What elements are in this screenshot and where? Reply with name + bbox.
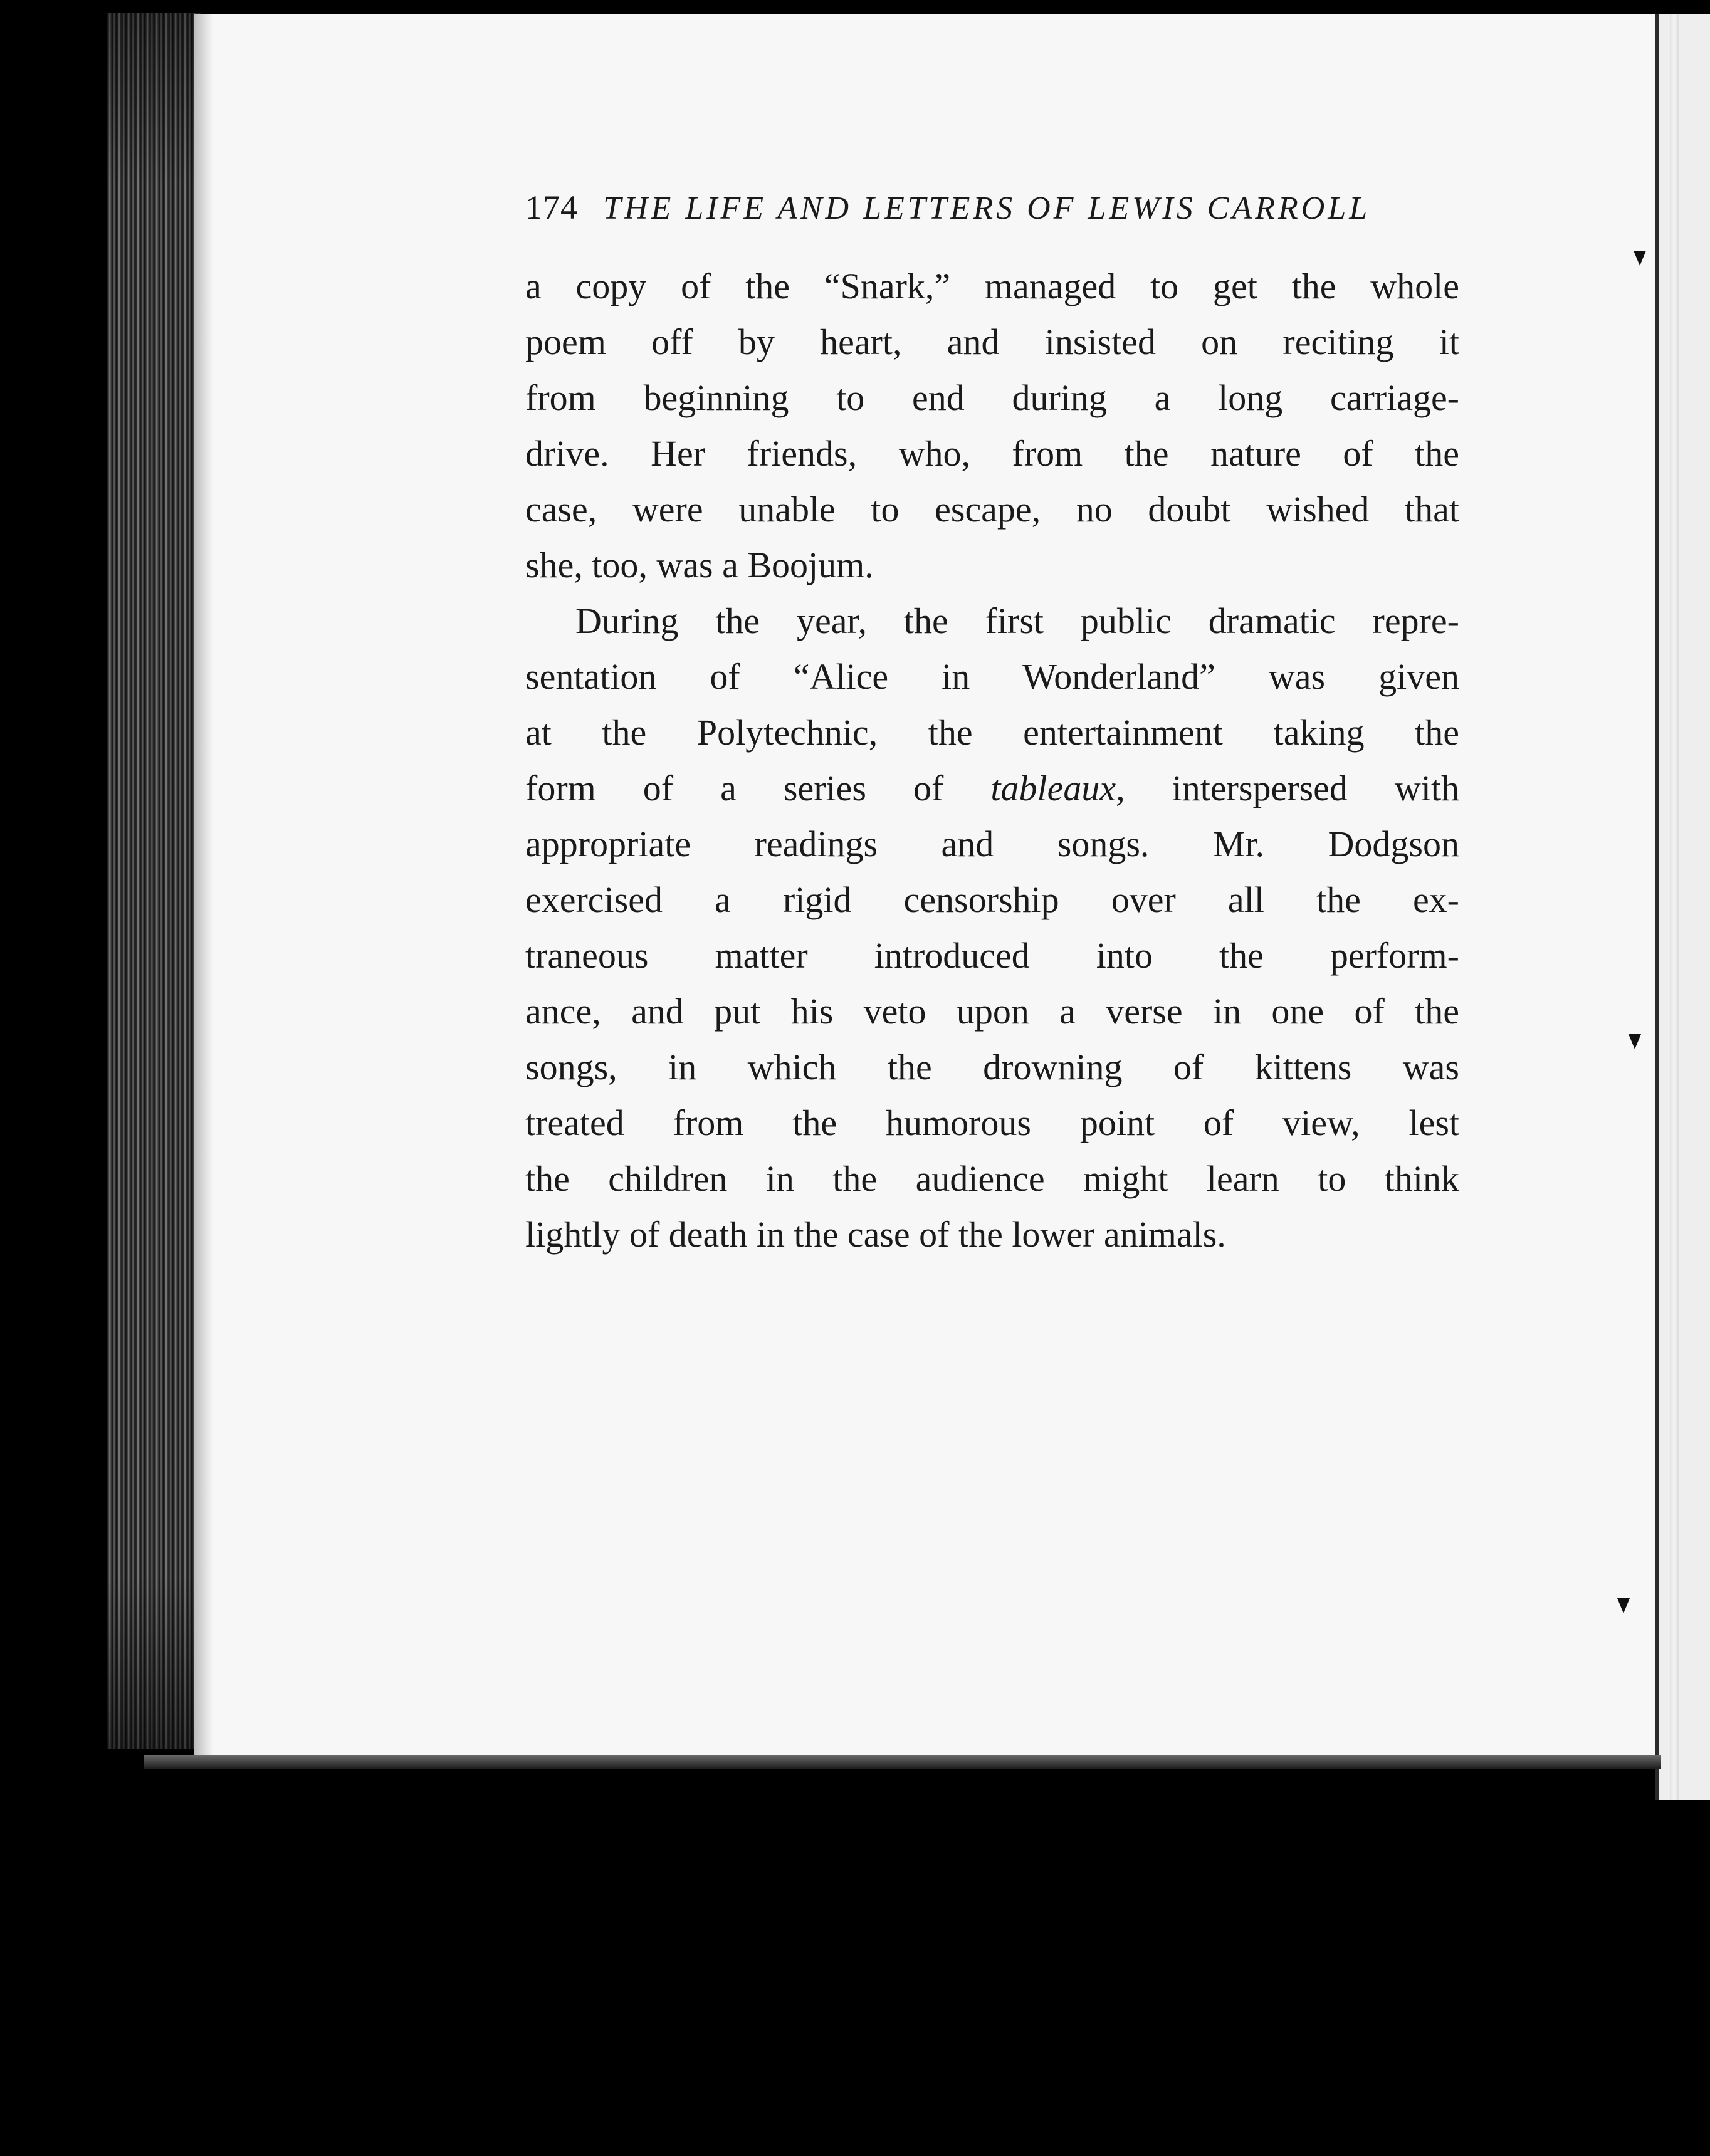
text-line: exercised a rigid censorship over all the ex- — [525, 879, 1459, 920]
binding-mark-icon — [1634, 251, 1646, 266]
running-head — [525, 188, 1459, 227]
text-line: lightly of death in the case of the lower animals. — [525, 1214, 1226, 1255]
text-line: the children in the audience might learn to think — [525, 1158, 1459, 1199]
binding-mark-icon — [1617, 1598, 1630, 1613]
facing-page-edge — [1655, 14, 1710, 1800]
paragraph-2 — [525, 593, 1459, 1262]
paragraph-1 — [525, 258, 1459, 593]
text-line: songs, in which the drowning of kittens was — [525, 1047, 1459, 1087]
running-title: THE LIFE AND LETTERS OF LEWIS CARROLL — [603, 191, 1371, 226]
italic-term: tableaux, — [990, 768, 1125, 808]
text-line: sentation of “Alice in Wonderland” was given — [525, 656, 1459, 697]
page-content — [525, 188, 1459, 1262]
text-line: treated from the humorous point of view, lest — [525, 1102, 1459, 1143]
text-line: poem off by heart, and insisted on reciting it — [525, 322, 1459, 362]
text-line-mixed — [525, 760, 1459, 816]
text-line: from beginning to end during a long carriage- — [525, 377, 1459, 418]
text-segment: form of a series of — [525, 768, 944, 808]
text-line: at the Polytechnic, the entertainment taking the — [525, 712, 1459, 753]
text-line: During the year, the first public dramatic repre- — [575, 600, 1459, 641]
page-edges — [107, 13, 201, 1749]
facing-page-ribbon — [1670, 14, 1679, 1800]
text-segment: interspersed with — [1172, 768, 1460, 808]
binding-mark-icon — [1629, 1034, 1641, 1049]
gutter-shadow — [194, 14, 213, 1762]
text-line: case, were unable to escape, no doubt wished that — [525, 489, 1459, 530]
text-line: a copy of the “Snark,” managed to get the whole — [525, 266, 1459, 306]
page-bottom-edge — [144, 1755, 1661, 1769]
text-line: she, too, was a Boojum. — [525, 545, 874, 585]
page-number: 174 — [525, 189, 578, 226]
text-line: appropriate readings and songs. Mr. Dodgson — [525, 824, 1459, 864]
text-line: drive. Her friends, who, from the nature of the — [525, 433, 1459, 474]
text-line: traneous matter introduced into the perform- — [525, 935, 1459, 976]
text-line: ance, and put his veto upon a verse in one of the — [525, 991, 1459, 1032]
